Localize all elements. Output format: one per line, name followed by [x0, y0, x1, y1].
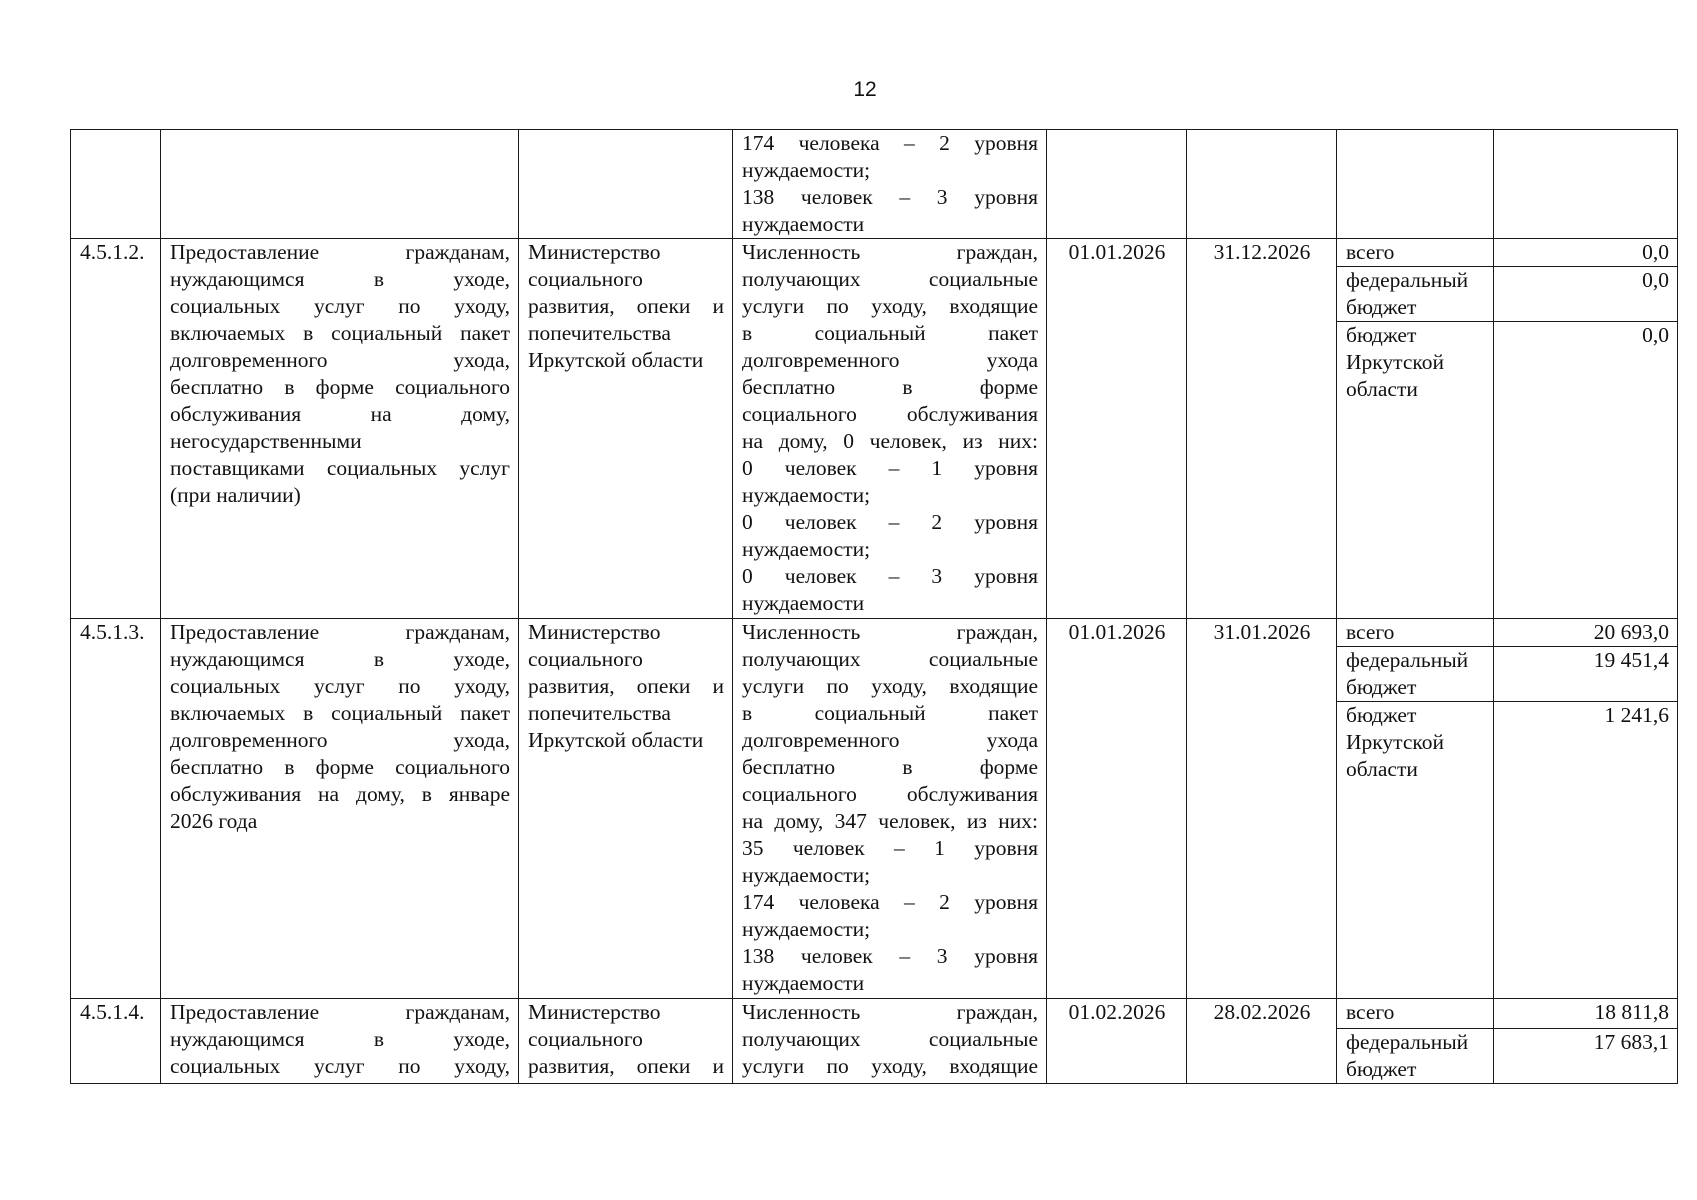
text-line: нуждаемости;: [742, 863, 871, 887]
regional-label-line: области: [1346, 377, 1418, 401]
text-line: нуждаемости: [742, 212, 865, 236]
activity-name-cell: [161, 619, 519, 999]
text-line: социальных услуг по уходу,: [170, 294, 510, 318]
text-line: нуждающимся в уходе,: [170, 267, 510, 291]
text-line: Численность граждан,: [742, 620, 1038, 644]
table-row-continuation: [71, 130, 1678, 239]
activity-name-cell: [161, 999, 519, 1084]
text-line: социального обслуживания: [742, 402, 1038, 426]
text-line: развития, опеки и: [528, 674, 724, 698]
funding-source-federal: [1337, 647, 1494, 702]
text-line: Численность граждан,: [742, 240, 1038, 264]
text-line: Министерство: [528, 620, 661, 644]
text-line: 174 человека – 2 уровня: [742, 890, 1038, 914]
start-date: 01.01.2026: [1047, 239, 1187, 619]
text-line: обслуживания на дому, в январе: [170, 782, 510, 806]
end-date: 31.01.2026: [1187, 619, 1337, 999]
text-line: попечительства: [528, 701, 671, 725]
regional-label-line: бюджет: [1346, 703, 1417, 727]
start-date-cell: [1047, 130, 1187, 239]
text-line: услуги по уходу, входящие: [742, 1054, 1038, 1078]
text-line: получающих социальные: [742, 267, 1038, 291]
text-line: услуги по уходу, входящие: [742, 294, 1038, 318]
text-line: попечительства: [528, 321, 671, 345]
text-line: 0 человек – 1 уровня: [742, 456, 1038, 480]
funding-amount-federal: 17 683,1: [1494, 1029, 1678, 1084]
end-date-cell: [1187, 130, 1337, 239]
text-line: Министерство: [528, 240, 661, 264]
funding-source-total: всего: [1337, 619, 1494, 647]
program-activities-table: [70, 129, 1678, 1084]
activity-name-cell: [161, 130, 519, 239]
indicator-cell: [733, 619, 1047, 999]
text-line: поставщиками социальных услуг: [170, 456, 510, 480]
text-line: получающих социальные: [742, 647, 1038, 671]
funding-amount-total: 0,0: [1494, 239, 1678, 267]
activity-number: 4.5.1.2.: [71, 239, 161, 619]
text-line: 0 человек – 3 уровня: [742, 564, 1038, 588]
regional-label-line: Иркутской: [1346, 730, 1444, 754]
text-line: нуждаемости: [742, 971, 865, 995]
text-line: бесплатно в форме социального: [170, 375, 510, 399]
executor-cell: [519, 999, 733, 1084]
funding-amount-regional: 1 241,6: [1494, 702, 1678, 999]
start-date: 01.01.2026: [1047, 619, 1187, 999]
federal-label-line: федеральный: [1346, 648, 1469, 672]
table-row: [71, 999, 1678, 1029]
start-date: 01.02.2026: [1047, 999, 1187, 1084]
page-number: 12: [853, 78, 877, 101]
federal-label-line: бюджет: [1346, 675, 1417, 699]
text-line: долговременного ухода,: [170, 348, 510, 372]
number-cell: [71, 130, 161, 239]
regional-label-line: области: [1346, 757, 1418, 781]
end-date: 31.12.2026: [1187, 239, 1337, 619]
funding-source-total: всего: [1337, 999, 1494, 1029]
regional-label-line: Иркутской: [1346, 350, 1444, 374]
funding-source-federal: [1337, 267, 1494, 322]
federal-label-line: бюджет: [1346, 295, 1417, 319]
text-line: нуждаемости;: [742, 483, 871, 507]
text-line: Предоставление гражданам,: [170, 620, 510, 644]
text-line: Министерство: [528, 1000, 661, 1024]
text-line: услуги по уходу, входящие: [742, 674, 1038, 698]
end-date: 28.02.2026: [1187, 999, 1337, 1084]
regional-label-line: бюджет: [1346, 323, 1417, 347]
text-line: социальных услуг по уходу,: [170, 674, 510, 698]
text-line: 174 человека – 2 уровня: [742, 131, 1038, 155]
text-line: развития, опеки и: [528, 294, 724, 318]
text-line: социального: [528, 1027, 643, 1051]
text-line: включаемых в социальный пакет: [170, 321, 510, 345]
text-line: социальных услуг по уходу,: [170, 1054, 510, 1078]
text-line: 138 человек – 3 уровня: [742, 944, 1038, 968]
text-line: 0 человек – 2 уровня: [742, 510, 1038, 534]
text-line: 35 человек – 1 уровня: [742, 836, 1038, 860]
indicator-cell: [733, 130, 1047, 239]
text-line: в социальный пакет: [742, 321, 1038, 345]
funding-amount-total: 20 693,0: [1494, 619, 1678, 647]
text-line: нуждаемости;: [742, 917, 871, 941]
table-row: [71, 239, 1678, 267]
text-line: включаемых в социальный пакет: [170, 701, 510, 725]
funding-source-cell: [1337, 130, 1494, 239]
activity-number: 4.5.1.3.: [71, 619, 161, 999]
text-line: долговременного ухода,: [170, 728, 510, 752]
funding-amount-total: 18 811,8: [1494, 999, 1678, 1029]
executor-cell: [519, 239, 733, 619]
federal-label-line: бюджет: [1346, 1057, 1417, 1081]
text-line: 2026 года: [170, 809, 258, 833]
text-line: негосударственными: [170, 429, 362, 453]
text-line: Предоставление гражданам,: [170, 240, 510, 264]
text-line: 138 человек – 3 уровня: [742, 185, 1038, 209]
activity-name-cell: [161, 239, 519, 619]
text-line: (при наличии): [170, 483, 301, 507]
table-row: [71, 619, 1678, 647]
funding-source-regional: [1337, 322, 1494, 619]
indicator-cell: [733, 239, 1047, 619]
text-line: долговременного ухода: [742, 728, 1038, 752]
text-line: Иркутской области: [528, 348, 704, 372]
text-line: Иркутской области: [528, 728, 704, 752]
text-line: Предоставление гражданам,: [170, 1000, 510, 1024]
executor-cell: [519, 619, 733, 999]
text-line: в социальный пакет: [742, 701, 1038, 725]
text-line: нуждаемости;: [742, 537, 871, 561]
text-line: Численность граждан,: [742, 1000, 1038, 1024]
federal-label-line: федеральный: [1346, 1030, 1469, 1054]
text-line: социального: [528, 647, 643, 671]
text-line: социального обслуживания: [742, 782, 1038, 806]
text-line: нуждающимся в уходе,: [170, 647, 510, 671]
text-line: бесплатно в форме социального: [170, 755, 510, 779]
funding-source-regional: [1337, 702, 1494, 999]
text-line: развития, опеки и: [528, 1054, 724, 1078]
funding-amount-cell: [1494, 130, 1678, 239]
text-line: на дому, 347 человек, из них:: [742, 809, 1038, 833]
text-line: нуждающимся в уходе,: [170, 1027, 510, 1051]
funding-amount-federal: 0,0: [1494, 267, 1678, 322]
funding-source-total: всего: [1337, 239, 1494, 267]
text-line: получающих социальные: [742, 1027, 1038, 1051]
text-line: обслуживания на дому,: [170, 402, 510, 426]
executor-cell: [519, 130, 733, 239]
text-line: долговременного ухода: [742, 348, 1038, 372]
text-line: нуждаемости: [742, 591, 865, 615]
funding-amount-federal: 19 451,4: [1494, 647, 1678, 702]
text-line: социального: [528, 267, 643, 291]
text-line: бесплатно в форме: [742, 375, 1038, 399]
text-line: нуждаемости;: [742, 158, 871, 182]
indicator-cell: [733, 999, 1047, 1084]
activity-number: 4.5.1.4.: [71, 999, 161, 1084]
federal-label-line: федеральный: [1346, 268, 1469, 292]
text-line: на дому, 0 человек, из них:: [742, 429, 1038, 453]
funding-amount-regional: 0,0: [1494, 322, 1678, 619]
text-line: бесплатно в форме: [742, 755, 1038, 779]
funding-source-federal: [1337, 1029, 1494, 1084]
